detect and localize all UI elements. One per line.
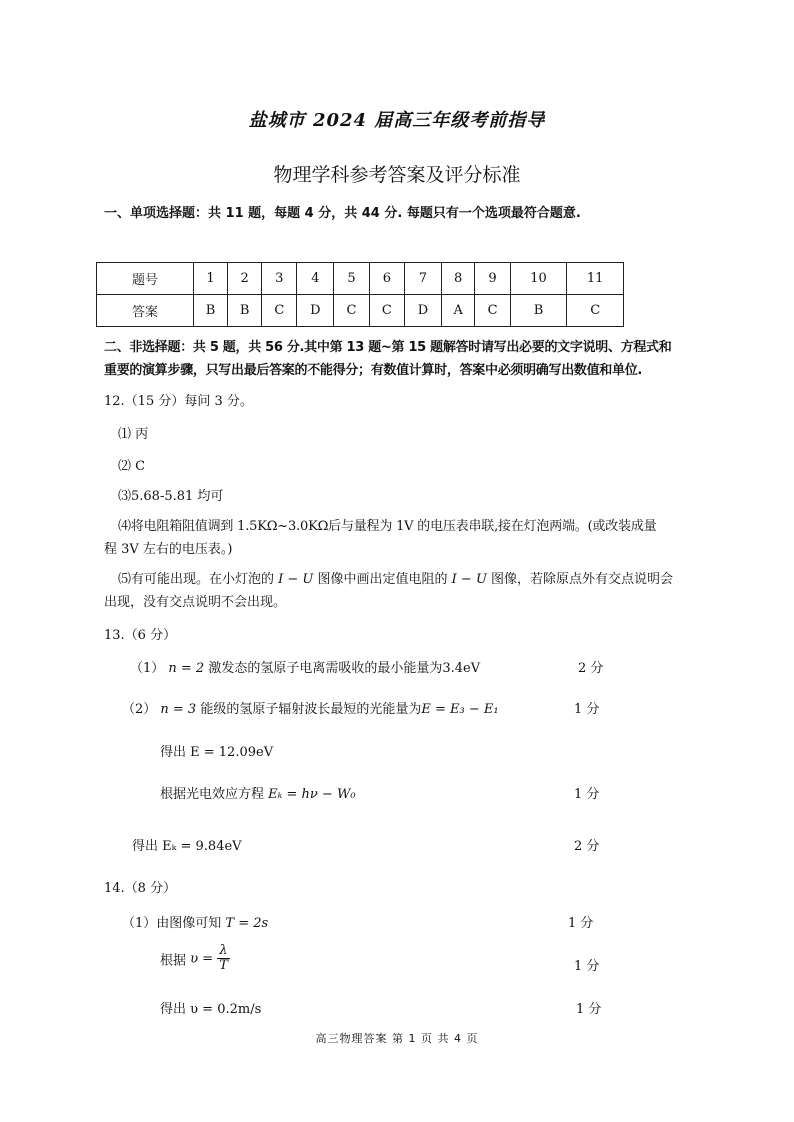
- table-cell: 4: [297, 263, 334, 295]
- q14-p2-score: 1 分: [574, 959, 600, 974]
- q13-p2-pre: （2）: [122, 702, 161, 717]
- section-1-instructions: 一、单项选择题：共 11 题，每题 4 分，共 44 分. 每题只有一个选项最符合题意.: [104, 206, 581, 221]
- table-cell: 3: [262, 263, 297, 295]
- q14-part-2: [160, 944, 230, 974]
- table-cell: 1: [194, 263, 228, 295]
- table-header-answer: 答案: [97, 295, 194, 327]
- document-title: 盐城市 2024 届高三年级考前指导: [248, 110, 546, 131]
- answer-table: [96, 262, 624, 327]
- q13-p2-text: 能级的氢原子辐射波长最短的光能量为: [196, 702, 422, 717]
- document-subtitle: 物理学科参考答案及评分标准: [273, 164, 521, 186]
- q13-heading: 13.（6 分）: [104, 628, 177, 643]
- q14-p1-equation: T = 2s: [225, 916, 269, 931]
- table-cell: D: [297, 295, 334, 327]
- table-cell: 10: [510, 263, 567, 295]
- fraction-denominator: T: [219, 958, 228, 974]
- table-cell: B: [194, 295, 228, 327]
- q13-p4-score: 1 分: [574, 787, 600, 802]
- table-cell: C: [567, 295, 624, 327]
- table-cell: C: [475, 295, 510, 327]
- q12-answer-5-line-2: 出现，没有交点说明不会出现。: [104, 595, 287, 610]
- q12-answer-4-line-1: ⑷将电阻箱阻值调到 1.5KΩ~3.0KΩ后与量程为 1V 的电压表串联,接在灯泡两端。(或改装成量: [118, 519, 657, 534]
- section-2-line-1: 二、非选择题：共 5 题，共 56 分.其中第 13 题~第 15 题解答时请写出必要的文字说明、方程式和: [104, 340, 672, 355]
- table-cell: C: [334, 295, 369, 327]
- table-cell: B: [510, 295, 567, 327]
- table-row-numbers: [97, 263, 624, 295]
- table-cell: D: [405, 295, 442, 327]
- q12-heading: 12.（15 分）每问 3 分。: [104, 394, 253, 409]
- q12-answer-5-line-1: [118, 568, 673, 587]
- table-header-number: 题号: [97, 263, 194, 295]
- q14-p2-lhs: υ =: [190, 951, 214, 967]
- table-cell: 9: [475, 263, 510, 295]
- table-cell: 7: [405, 263, 442, 295]
- q12-answer-3: ⑶5.68-5.81 均可: [118, 489, 224, 504]
- table-cell: A: [441, 295, 475, 327]
- q13-part-1: [130, 657, 480, 676]
- table-cell: C: [369, 295, 404, 327]
- q13-p2-score: 1 分: [574, 702, 600, 717]
- table-cell: B: [228, 295, 262, 327]
- table-cell: 8: [441, 263, 475, 295]
- q13-part-4: [160, 783, 356, 802]
- q13-p2-equation: n = 3: [160, 702, 197, 717]
- table-cell: 5: [334, 263, 369, 295]
- q13-part-2: [122, 698, 499, 717]
- q13-p5-score: 2 分: [574, 839, 600, 854]
- i-u-graph-label: I − U: [278, 572, 314, 587]
- q13-p2-formula: E = E₃ − E₁: [421, 702, 499, 717]
- q14-p2-text: 根据: [160, 953, 191, 969]
- q13-p4-text: 根据光电效应方程: [160, 787, 269, 802]
- i-u-graph-label: I − U: [451, 572, 487, 587]
- table-row-answers: [97, 295, 624, 327]
- table-cell: 2: [228, 263, 262, 295]
- q13-p1-pre: （1）: [130, 661, 169, 676]
- page-footer: 高三物理答案 第 1 页 共 4 页: [315, 1032, 479, 1045]
- q14-p1-score: 1 分: [568, 916, 594, 931]
- q13-p4-formula: Eₖ = hν − W₀: [268, 787, 356, 802]
- q14-p3-score: 1 分: [576, 1002, 602, 1017]
- q12-answer-4-line-2: 程 3V 左右的电压表。): [104, 542, 233, 557]
- table-cell: 11: [567, 263, 624, 295]
- q12-answer-2: ⑵ C: [118, 459, 146, 474]
- q12-a5-post: 图像，若除原点外有交点说明会: [486, 572, 674, 587]
- q13-p1-value: 3.4eV: [442, 661, 481, 676]
- table-cell: 6: [369, 263, 404, 295]
- q13-part-3: 得出 E = 12.09eV: [160, 745, 274, 760]
- q13-p1-score: 2 分: [578, 661, 604, 676]
- table-cell: C: [262, 295, 297, 327]
- q13-p1-text: 激发态的氢原子电离需吸收的最小能量为: [204, 661, 443, 676]
- q12-a5-pre: ⑸有可能出现。在小灯泡的: [118, 572, 279, 587]
- fraction-numerator: λ: [217, 944, 230, 959]
- q12-answer-1: ⑴ 丙: [118, 427, 149, 442]
- section-2-line-2: 重要的演算步骤，只写出最后答案的不能得分；有数值计算时，答案中必须明确写出数值和单位.: [104, 363, 643, 378]
- q14-part-1: [122, 912, 268, 931]
- q13-p1-equation: n = 2: [168, 661, 205, 676]
- wavelength-over-period-fraction: [217, 944, 230, 974]
- q14-p1-text: （1）由图像可知: [122, 916, 226, 931]
- q13-part-5: 得出 Eₖ = 9.84eV: [132, 839, 242, 854]
- q12-a5-mid: 图像中画出定值电阻的: [313, 572, 452, 587]
- q14-part-3: 得出 υ = 0.2m/s: [160, 1002, 262, 1017]
- q14-heading: 14.（8 分）: [104, 881, 177, 896]
